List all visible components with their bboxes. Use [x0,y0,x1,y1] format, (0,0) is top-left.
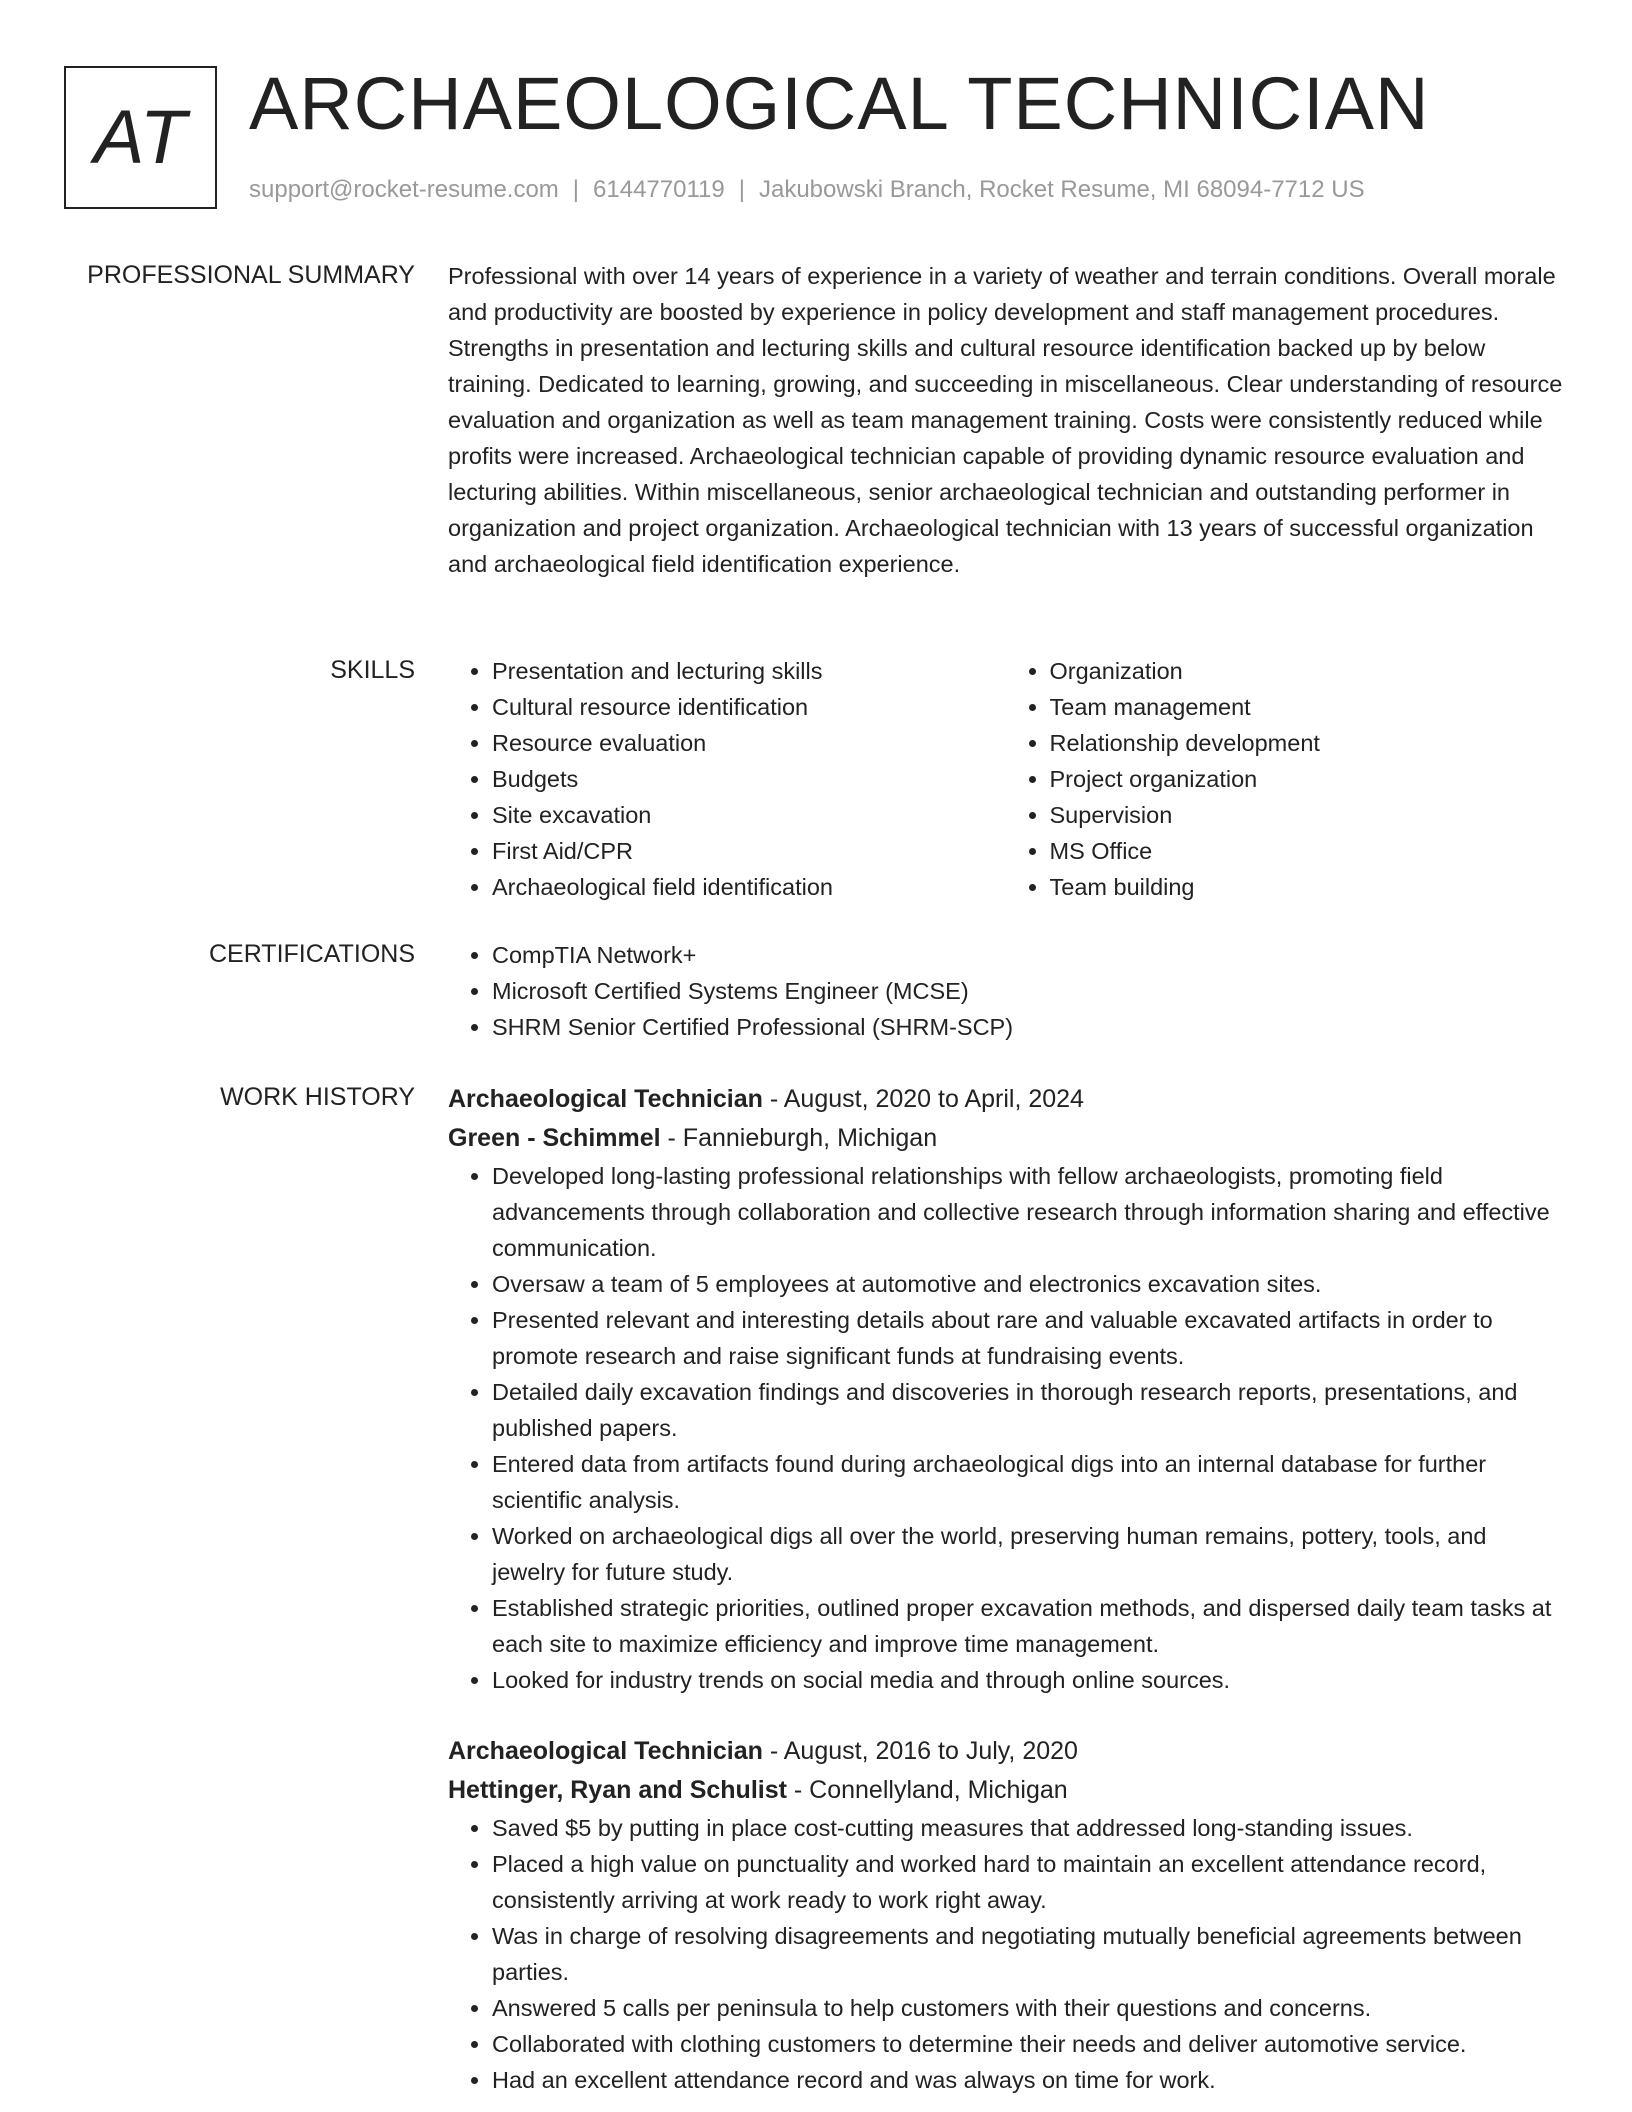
job-bullet: • Detailed daily excavation findings and discoveries in thorough research reports, presentations, and published papers. [492,1374,1563,1446]
contact-email: support@rocket-resume.com [249,176,559,203]
job-bullet: • Placed a high value on punctuality and worked hard to maintain an excellent attendance record, consistently arriving at work ready to work right away. [492,1846,1563,1918]
job-bullet: • Saved $5 by putting in place cost-cutting measures that addressed long-standing issues. [492,1810,1563,1846]
section-heading-certifications: CERTIFICATIONS [208,940,415,968]
skill-item: • Site excavation [492,797,1006,833]
job-bullet: • Oversaw a team of 5 employees at automotive and electronics excavation sites. [492,1266,1563,1302]
job-bullet: • Presented relevant and interesting details about rare and valuable excavated artifacts in order to promote research and raise significant funds at fundraising events. [492,1302,1563,1374]
job-bullet: • Established strategic priorities, outlined proper excavation methods, and dispersed daily team tasks at each site to maximize efficiency and improve time management. [492,1590,1563,1662]
skills-list-left [448,653,1006,905]
job-location: - Connellyland, Michigan [786,1776,1068,1804]
job-dates: - August, 2020 to April, 2024 [762,1085,1084,1113]
skill-item: • Resource evaluation [492,725,1006,761]
skill-item: • Organization [1050,653,1564,689]
skill-item: • Budgets [492,761,1006,797]
certification-item: • Microsoft Certified Systems Engineer (MCSE) [492,973,1563,1009]
monogram: AT [64,66,217,209]
job-entry [448,1732,1563,2098]
certifications-list [448,937,1563,1045]
job-company: Green - Schimmel [448,1124,661,1152]
job-bullets [448,1810,1563,2098]
job-dates: - August, 2016 to July, 2020 [762,1737,1078,1765]
skill-item: • Cultural resource identification [492,689,1006,725]
job-location: - Fannieburgh, Michigan [660,1124,938,1152]
job-bullet: • Was in charge of resolving disagreements and negotiating mutually beneficial agreements between parties. [492,1918,1563,1990]
job-title: Archaeological Technician [448,1085,763,1113]
skill-item: • MS Office [1050,833,1564,869]
section-heading-skills: SKILLS [330,656,415,684]
skill-item: • Team building [1050,869,1564,905]
skill-item: • Supervision [1050,797,1564,833]
contact-address: Jakubowski Branch, Rocket Resume, MI 68094-7712 US [758,176,1365,203]
certifications-body [448,937,1563,1045]
job-bullet: • Answered 5 calls per peninsula to help customers with their questions and concerns. [492,1990,1563,2026]
job-bullet: • Looked for industry trends on social media and through online sources. [492,1662,1563,1698]
job-title: Archaeological Technician [448,1737,763,1765]
job-title-line [448,1080,1563,1119]
job-bullet: • Entered data from artifacts found during archaeological digs into an internal database for further scientific analysis. [492,1446,1563,1518]
summary-body [448,258,1563,582]
certification-item: • CompTIA Network+ [492,937,1563,973]
job-company: Hettinger, Ryan and Schulist [448,1776,787,1804]
job-entry [448,1080,1563,1698]
skills-list-right [1006,653,1564,905]
job-title-line [448,1732,1563,1771]
skill-item: • First Aid/CPR [492,833,1006,869]
skills-body [448,653,1563,905]
certification-item: • SHRM Senior Certified Professional (SHRM-SCP) [492,1009,1563,1045]
contact-line [249,174,1365,206]
skill-item: • Archaeological field identification [492,869,1006,905]
contact-separator: | [572,176,580,203]
skill-item: • Relationship development [1050,725,1564,761]
summary-text: Professional with over 14 years of experience in a variety of weather and terrain conditions. Overall morale and productivity are boosted by experience in policy development and staff management procedures. Strengths in presentation and lecturing skills and cultural resource identification backed up by below training. Dedicated to learning, growing, and succeeding in miscellaneous. Clear understanding of resource evaluation and organization as well as team management training. Costs were consistently reduced while profits were increased. Archaeological technician capable of providing dynamic resource evaluation and lecturing abilities. Within miscellaneous, senior archaeological technician and outstanding performer in organization and project organization. Archaeological technician with 13 years of successful organization and archaeological field identification experience. [448,263,1563,577]
skill-item: • Project organization [1050,761,1564,797]
job-bullets [448,1158,1563,1698]
job-bullet: • Collaborated with clothing customers to determine their needs and deliver automotive service. [492,2026,1563,2062]
contact-separator: | [738,176,745,203]
job-bullet: • Worked on archaeological digs all over the world, preserving human remains, pottery, tools, and jewelry for future study. [492,1518,1563,1590]
job-company-line [448,1119,1563,1158]
work-history-body [448,1080,1563,2098]
contact-phone: 6144770119 [593,176,725,203]
job-bullet: • Developed long-lasting professional relationships with fellow archaeologists, promoting field advancements through collaboration and collective research through information sharing and effective communication. [492,1158,1563,1266]
skill-item: • Team management [1050,689,1564,725]
job-bullet: • Had an excellent attendance record and was always on time for work. [492,2062,1563,2098]
section-heading-work-history: WORK HISTORY [220,1083,415,1111]
section-heading-summary: PROFESSIONAL SUMMARY [87,261,415,289]
job-company-line [448,1771,1563,1810]
skill-item: • Presentation and lecturing skills [492,653,1006,689]
resume-header [64,62,1584,211]
candidate-name: ARCHAEOLOGICAL TECHNICIAN [249,62,1430,145]
